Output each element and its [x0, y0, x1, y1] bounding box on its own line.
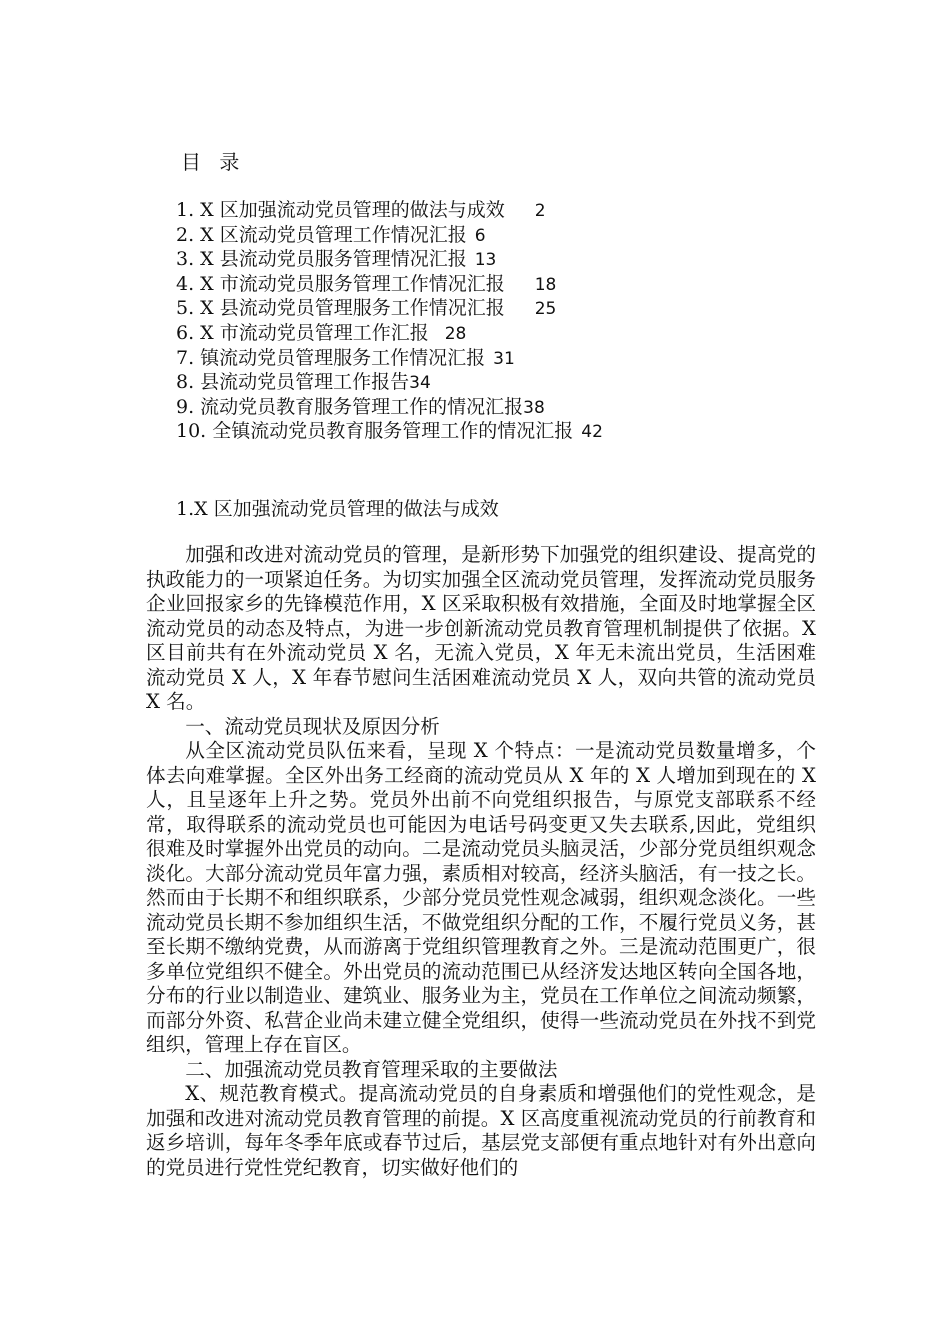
- toc-item[interactable]: [176, 198, 796, 223]
- toc-item-title: 1. X 区加强流动党员管理的做法与成效: [176, 199, 505, 221]
- toc-item-title: 6. X 市流动党员管理工作汇报: [176, 321, 429, 344]
- table-of-contents: [176, 198, 796, 444]
- toc-item[interactable]: [176, 346, 796, 371]
- body-paragraph: 加强和改进对流动党员的管理，是新形势下加强党的组织建设、提高党的执政能力的一项紧迫任务。为切实加强全区流动党员管理，发挥流动党员服务企业回报家乡的先锋模范作用，X 区采取积极有效措施，全面及时地掌握全区流动党员的动态及特点，为进一步创新流动党员教育管理机制提供了依据。X 区目前共有在外流动党员 X 名，无流入党员，X 年无未流出党员，生活困难流动党员 X 人，X 年春节慰问生活困难流动党员 X 人，双向共管的流动党员 X 名。: [146, 543, 816, 713]
- toc-page-number: 6: [474, 225, 486, 246]
- toc-item[interactable]: [176, 247, 796, 272]
- toc-page-number: 31: [493, 348, 515, 369]
- toc-item[interactable]: [176, 370, 796, 395]
- toc-item-title: 7. 镇流动党员管理服务工作情况汇报: [176, 346, 486, 369]
- body-paragraph: 一、流动党员现状及原因分析: [185, 714, 440, 738]
- toc-item-title: 4. X 市流动党员服务管理工作情况汇报: [176, 272, 505, 295]
- body-paragraph: 二、加强流动党员教育管理采取的主要做法: [185, 1057, 558, 1081]
- toc-item[interactable]: [176, 395, 796, 420]
- toc-item[interactable]: [176, 296, 796, 321]
- toc-page-number: 38: [523, 397, 545, 418]
- body-paragraph: 从全区流动党员队伍来看，呈现 X 个特点：一是流动党员数量增多，个体去向难掌握。全区外出务工经商的流动党员从 X 年的 X 人增加到现在的 X 人，且呈逐年上升之势。党员外出前不向党组织报告，与原党支部联系不经常，取得联系的流动党员也可能因为电话号码变更又失去联系,因此，党组织很难及时掌握外出党员的动向。二是流动党员头脑灵活，少部分党员组织观念淡化。大部分流动党员年富力强，素质相对较高，经济头脑活，有一技之长。然而由于长期不和组织联系，少部分党员党性观念减弱，组织观念淡化。一些流动党员长期不参加组织生活，不做党组织分配的工作，不履行党员义务，甚至长期不缴纳党费，从而游离于党组织管理教育之外。三是流动范围更广，很多单位党组织不健全。外出党员的流动范围已从经济发达地区转向全国各地，分布的行业以制造业、建筑业、服务业为主，党员在工作单位之间流动频繁，而部分外资、私营企业尚未建立健全党组织，使得一些流动党员在外找不到党组织，管理上存在盲区。: [146, 739, 816, 1056]
- toc-page-number: 13: [474, 250, 497, 271]
- toc-item-title: 10. 全镇流动党员教育服务管理工作的情况汇报: [176, 420, 574, 443]
- toc-item[interactable]: [176, 223, 796, 248]
- section-heading: 1.X 区加强流动党员管理的做法与成效: [176, 498, 499, 520]
- toc-item-title: 3. X 县流动党员服务管理情况汇报: [176, 248, 467, 271]
- toc-page-number: 34: [409, 373, 431, 394]
- toc-title: 目 录: [181, 150, 246, 174]
- toc-page-number: 25: [534, 299, 557, 320]
- toc-page-number: 18: [534, 274, 557, 295]
- article-body: [146, 543, 816, 1180]
- toc-item[interactable]: [176, 419, 796, 444]
- toc-item[interactable]: [176, 321, 796, 346]
- toc-item-title: 8. 县流动党员管理工作报告: [176, 371, 410, 394]
- toc-item-title: 9. 流动党员教育服务管理工作的情况汇报: [176, 395, 524, 418]
- toc-page-number: 28: [444, 323, 467, 344]
- toc-item-title: 5. X 县流动党员管理服务工作情况汇报: [176, 297, 505, 320]
- toc-page-number: 2: [534, 201, 546, 221]
- toc-item[interactable]: [176, 272, 796, 297]
- body-paragraph: X、规范教育模式。提高流动党员的自身素质和增强他们的党性观念，是加强和改进对流动党员教育管理的前提。X 区高度重视流动党员的行前教育和返乡培训，每年冬季年底或春节过后，基层党支部便有重点地针对有外出意向的党员进行党性党纪教育，切实做好他们的: [146, 1082, 816, 1179]
- toc-page-number: 42: [581, 422, 603, 443]
- toc-item-title: 2. X 区流动党员管理工作情况汇报: [176, 223, 467, 246]
